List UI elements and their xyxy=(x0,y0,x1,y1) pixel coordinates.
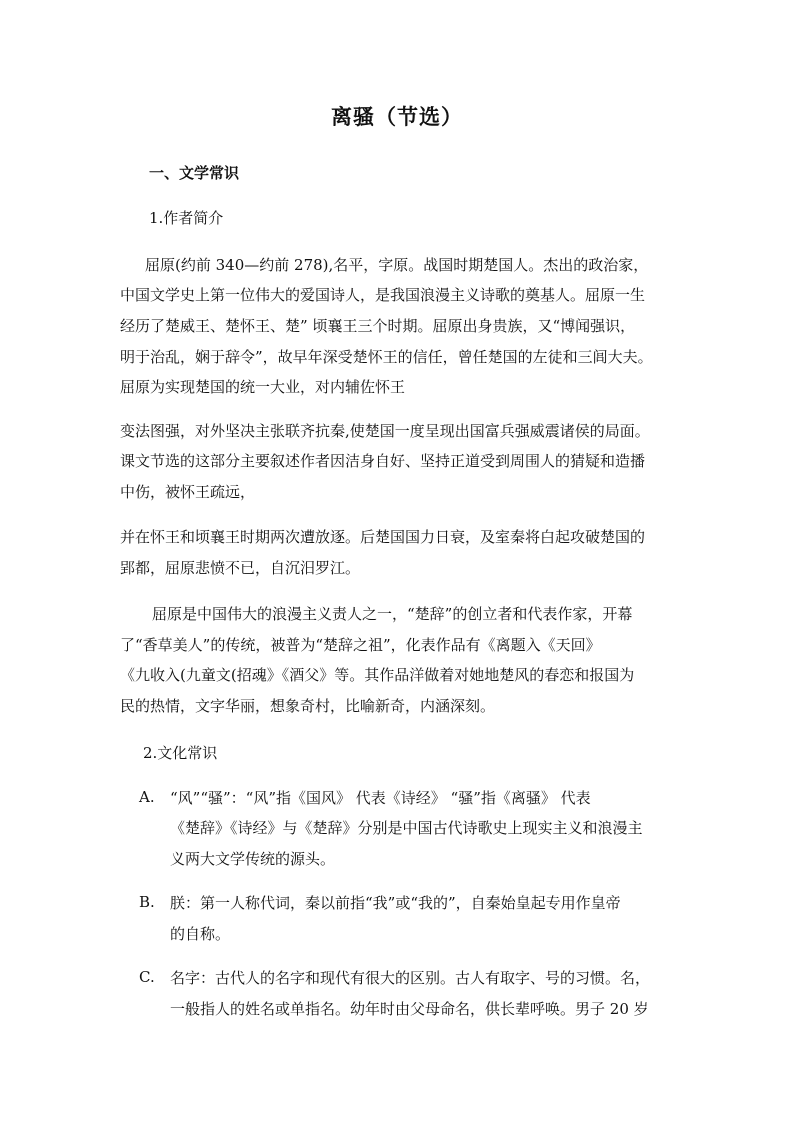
page-title: 离骚（节选） xyxy=(331,104,463,129)
paragraph-line: 民的热情，文字华丽，想象奇村，比喻新奇，内涵深刻。 xyxy=(120,697,496,715)
paragraph-line: 中国文学史上第一位伟大的爱国诗人，是我国浪漫主义诗歌的奠基人。屈原一生 xyxy=(120,286,646,304)
paragraph-line: 屈原(约前 340—约前 278),名平，字原。战国时期楚国人。杰出的政治家， xyxy=(145,256,649,274)
subheading-author-intro: 1.作者简介 xyxy=(149,209,224,227)
paragraph-line: 《九收入(九童文(招魂》《酒父》等。其作品洋做着对她地楚风的春恋和报国为 xyxy=(120,666,635,684)
paragraph-line: 郢都，屈原悲愤不已，自沉汨罗江。 xyxy=(120,559,361,577)
section-heading-literature: 一、文学常识 xyxy=(149,164,240,182)
list-item-line: 《楚辞》《诗经》与《楚辞》分别是中国古代诗歌史上现实主义和浪漫主 xyxy=(170,819,643,837)
list-item-line: 一般指人的姓名或单指名。幼年时由父母命名，供长辈呼唤。男子 20 岁 xyxy=(170,1000,649,1018)
paragraph-line: 变法图强，对外坚决主张联齐抗秦,使楚国一度呈现出国富兵强威震诸侯的局面。 xyxy=(120,422,650,440)
paragraph-line: 屈原是中国伟大的浪漫主义责人之一，“楚辞”的创立者和代表作家，开幕 xyxy=(152,605,633,623)
paragraph-line: 屈原为实现楚国的统一大业，对内辅佐怀王 xyxy=(120,378,406,396)
paragraph-line: 明于治乱，娴于辞令”，故早年深受楚怀王的信任，曾任楚国的左徒和三闾大夫。 xyxy=(120,348,653,366)
list-item-line: 的自称。 xyxy=(170,925,231,943)
list-item-line: 义两大文学传统的源头。 xyxy=(170,850,336,868)
paragraph-line: 中伤，被怀王疏远， xyxy=(120,483,256,501)
list-item-line: 朕：第一人称代词，秦以前指“我”或“我的”，自秦始皇起专用作皇帝 xyxy=(170,894,621,912)
list-marker: C. xyxy=(139,968,155,986)
list-marker: A. xyxy=(139,788,155,806)
paragraph-line: 并在怀王和顷襄王时期两次遭放逐。后楚国国力日衰，及室秦将白起攻破楚国的 xyxy=(120,528,646,546)
list-item-line: “风”“骚”：“风”指《国风》 代表《诗经》 “骚”指《离骚》 代表 xyxy=(170,789,591,807)
paragraph-line: 课文节选的这部分主要叙述作者因洁身自好、坚持正道受到周围人的猜疑和造播 xyxy=(120,452,646,470)
list-marker: B. xyxy=(139,893,155,911)
paragraph-line: 经历了楚威王、楚怀王、楚” 顷襄王三个时期。屈原出身贵族，又“博闻强识， xyxy=(120,317,636,335)
list-item-line: 名字：古代人的名字和现代有很大的区别。古人有取字、号的习惯。名， xyxy=(170,969,651,987)
paragraph-line: 了“香草美人”的传统，被普为“楚辞之祖”，化表作品有《离题入《天回》 xyxy=(120,636,601,654)
subheading-culture: 2.文化常识 xyxy=(143,744,218,762)
